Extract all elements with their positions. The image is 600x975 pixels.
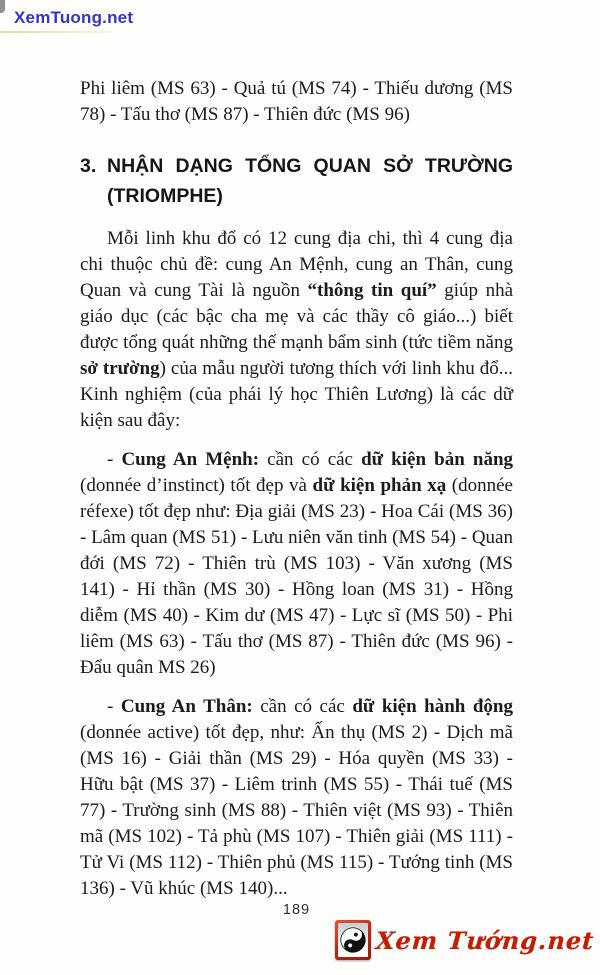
emphasis-text: dữ kiện hành động [352, 696, 513, 717]
paragraph-cung-an-than [80, 694, 513, 902]
section-heading [80, 151, 513, 211]
footer-brand-link[interactable] [335, 920, 594, 960]
paragraph-cung-an-menh [80, 447, 513, 681]
section-title-subtitle: (TRIOMPHE) [107, 185, 223, 207]
yin-yang-icon [335, 920, 371, 960]
paragraph-intro [80, 226, 513, 434]
emphasis-text: Cung An Mệnh: [121, 449, 260, 470]
page-body [80, 76, 513, 902]
emphasis-text: sở trường [80, 358, 160, 379]
site-header-link[interactable]: XemTuong.net [14, 8, 134, 27]
text-segment: giúp nhà giáo dục (các bậc cha mẹ và các thầy cô giáo...) biết được tổng quát những thế mạnh bẩm sinh (tức tiềm năng [80, 280, 514, 353]
text-segment: (donnée réfexe) tốt đẹp như: Địa giải (MS 23) - Hoa Cái (MS 36) - Lâm quan (MS 51) - Lưu niên văn tinh (MS 54) - Quan đới (MS 72) - Thiên trù (MS 103) - Văn xương (MS 141) - Hỉ thần (MS 30) - Hồng loan (MS 31) - Hồng diễm (MS 40) - Kim dư (MS 47) - Lực sĩ (MS 50) - Phi liêm (MS 63) - Tấu thơ (MS 87) - Thiên đức (MS 96) - Đẩu quân MS 26) [80, 475, 513, 678]
section-title-main: NHẬN DẠNG TỔNG QUAN SỞ TRƯỜNG [107, 155, 513, 177]
text-segment: cần có các [252, 696, 353, 717]
emphasis-text: dữ kiện bản năng [361, 449, 514, 470]
text-segment: (donnée active) tốt đẹp, như: Ấn thụ (MS 2) - Dịch mã (MS 16) - Giải thần (MS 29) - Hóa quyền (MS 33) - Hữu bật (MS 37) - Liêm trinh (MS 55) - Thái tuế (MS 77) - Trường sinh (MS 88) - Thiên việt (MS 93) - Thiên mã (MS 102) - Tả phù (MS 107) - Thiên giải (MS 111) - Tử Vi (MS 112) - Thiên phủ (MS 115) - Tướng tinh (MS 136) - Vũ khúc (MS 140)... [80, 722, 513, 899]
text-segment: ) của mẫu người tương thích với linh khu đổ... Kinh nghiệm (của phái lý học Thiên Lương) là các dữ kiện sau đây: [80, 358, 513, 431]
emphasis-text: Cung An Thân: [120, 696, 253, 717]
section-number: 3. [80, 155, 97, 177]
text-segment: (donnée d’instinct) tốt đẹp và [80, 475, 313, 496]
text-segment: - [107, 449, 122, 470]
section-title [107, 151, 513, 211]
emphasis-text: dữ kiện phản xạ [312, 475, 447, 496]
scan-artifact [0, 0, 5, 13]
text-segment: cần có các [259, 449, 362, 470]
page-number: 189 [282, 902, 311, 918]
site-header-underline [0, 31, 118, 33]
text-segment: Mỗi linh khu đổ có 12 cung địa chi, thì 4 cung địa chi thuộc chủ đề: cung An Mệnh, cung an Thân, cung Quan và cung Tài là nguồn [80, 228, 513, 301]
paragraph-continued: Phi liêm (MS 63) - Quả tú (MS 74) - Thiếu dương (MS 78) - Tấu thơ (MS 87) - Thiên đức (MS 96) [80, 78, 513, 125]
footer-brand-text: Xem Tướng.net [374, 925, 596, 955]
text-segment: - [107, 696, 121, 717]
emphasis-text: “thông tin quí” [307, 280, 437, 301]
